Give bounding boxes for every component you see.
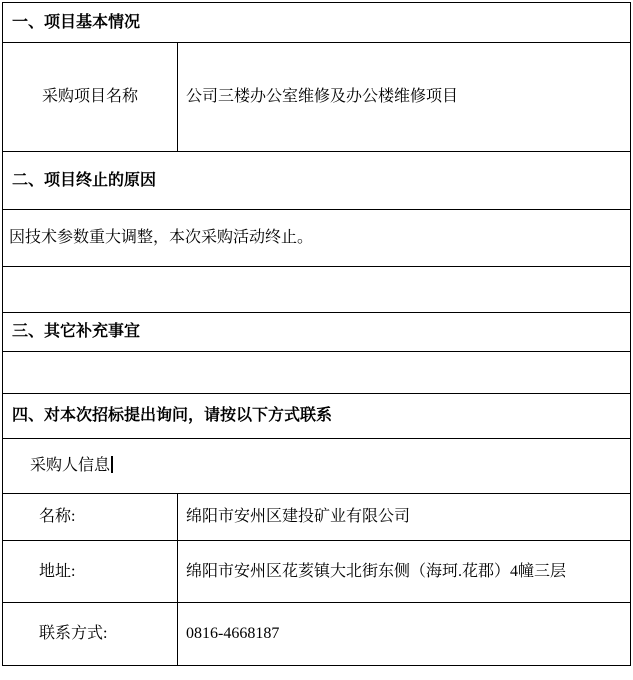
- contact-name-value: 绵阳市安州区建投矿业有限公司: [178, 494, 631, 541]
- termination-reason-text: 因技术参数重大调整，本次采购活动终止。: [3, 210, 631, 267]
- section2-header: 二、项目终止的原因: [3, 152, 631, 210]
- empty-cell: [3, 352, 631, 394]
- contact-phone-label: 联系方式:: [3, 603, 178, 666]
- section3-header-row: [3, 313, 631, 352]
- project-name-value: 公司三楼办公室维修及办公楼维修项目: [178, 43, 631, 152]
- empty-row: [3, 267, 631, 313]
- contact-address-row: [3, 541, 631, 603]
- empty-row: [3, 352, 631, 394]
- project-name-row: [3, 43, 631, 152]
- contact-name-row: [3, 494, 631, 541]
- text-cursor: [111, 456, 113, 473]
- project-name-label: 采购项目名称: [3, 43, 178, 152]
- section3-header: 三、其它补充事宜: [3, 313, 631, 352]
- purchaser-info-row: [3, 439, 631, 494]
- contact-phone-value: 0816-4668187: [178, 603, 631, 666]
- section2-header-row: [3, 152, 631, 210]
- contact-address-value: 绵阳市安州区花荄镇大北街东侧（海珂.花郡）4幢三层: [178, 541, 631, 603]
- termination-notice-table: [2, 2, 631, 666]
- empty-cell: [3, 267, 631, 313]
- contact-address-label: 地址:: [3, 541, 178, 603]
- purchaser-info-cell[interactable]: [3, 439, 631, 494]
- section1-header: 一、项目基本情况: [3, 3, 631, 43]
- contact-phone-row: [3, 603, 631, 666]
- purchaser-info-label: 采购人信息: [30, 457, 111, 474]
- section4-header: 四、对本次招标提出询问，请按以下方式联系: [3, 394, 631, 439]
- section4-header-row: [3, 394, 631, 439]
- section1-header-row: [3, 3, 631, 43]
- termination-reason-row: [3, 210, 631, 267]
- contact-name-label: 名称:: [3, 494, 178, 541]
